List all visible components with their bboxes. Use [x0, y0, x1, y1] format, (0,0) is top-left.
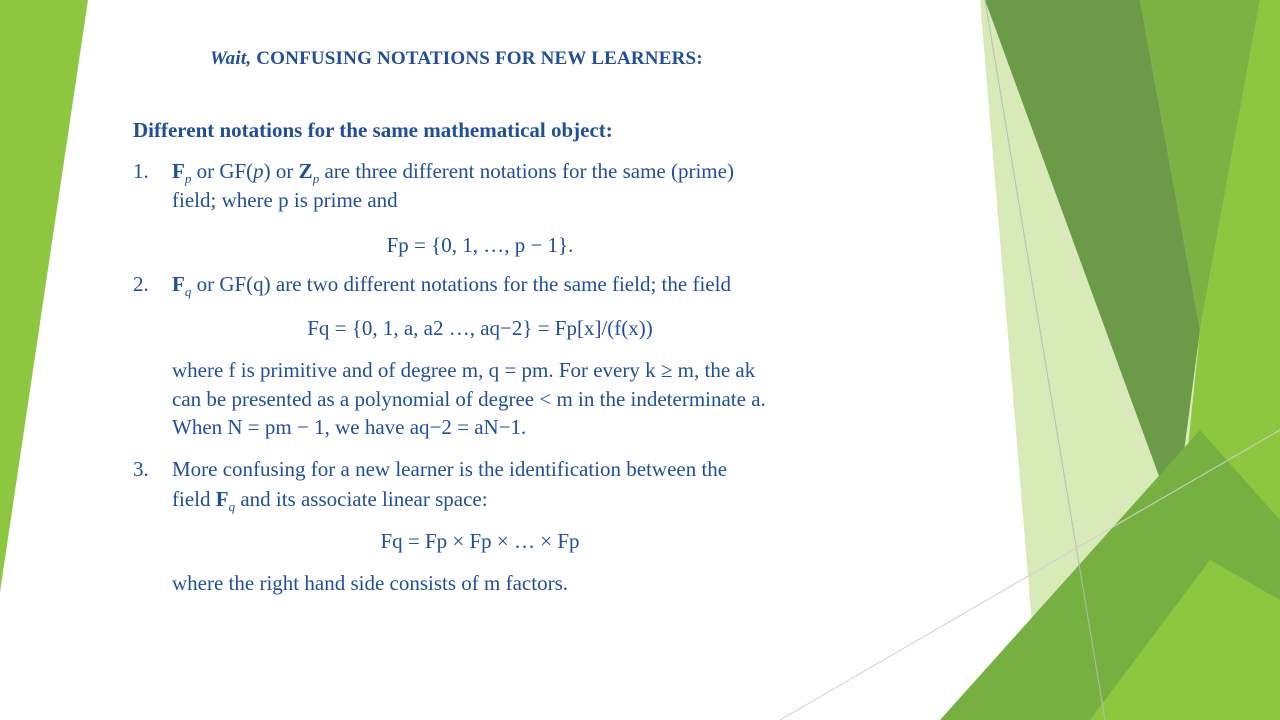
title-prefix: Wait, — [210, 48, 252, 69]
item-1-line-2: field; where p is prime and — [172, 188, 398, 212]
item-3-line-1: More confusing for a new learner is the identification between the — [172, 457, 728, 481]
title-rest: CONFUSING NOTATIONS FOR NEW LEARNERS: — [251, 48, 703, 69]
final-line: where the right hand side consists of m factors. — [172, 571, 568, 595]
paragraph-line-1: where f is primitive and of degree m, q = pm. For every k ≥ m, the ak — [172, 358, 756, 382]
formula-fq-set: Fq = {0, 1, a, a2 …, aq−2} = Fp[x]/(f(x)) — [307, 316, 653, 340]
item-3-number: 3. — [133, 457, 149, 481]
paragraph-line-3: When N = pm − 1, we have aq−2 = aN−1. — [172, 415, 527, 439]
item-2-number: 2. — [133, 272, 149, 296]
section-heading: Different notations for the same mathematical object: — [133, 118, 613, 142]
slide-title — [210, 45, 703, 72]
item-1-line-1: $F_p$ or GF(p) or $Z_p$ are three different notations for the same (prime) — [172, 159, 734, 186]
item-2-line-1: $F_q$ or GF(q) are two different notations for the same field; the field — [172, 272, 731, 299]
formula-fp-set: Fp = {0, 1, …, p − 1}. — [386, 233, 574, 257]
paragraph-line-2: can be presented as a polynomial of degree < m in the indeterminate a. — [172, 387, 766, 411]
item-3-line-2: field $F_q$ and its associate linear space: — [172, 487, 488, 514]
formula-fq-product: Fq = Fp × Fp × … × Fp — [380, 529, 580, 553]
item-1-number: 1. — [133, 159, 149, 183]
